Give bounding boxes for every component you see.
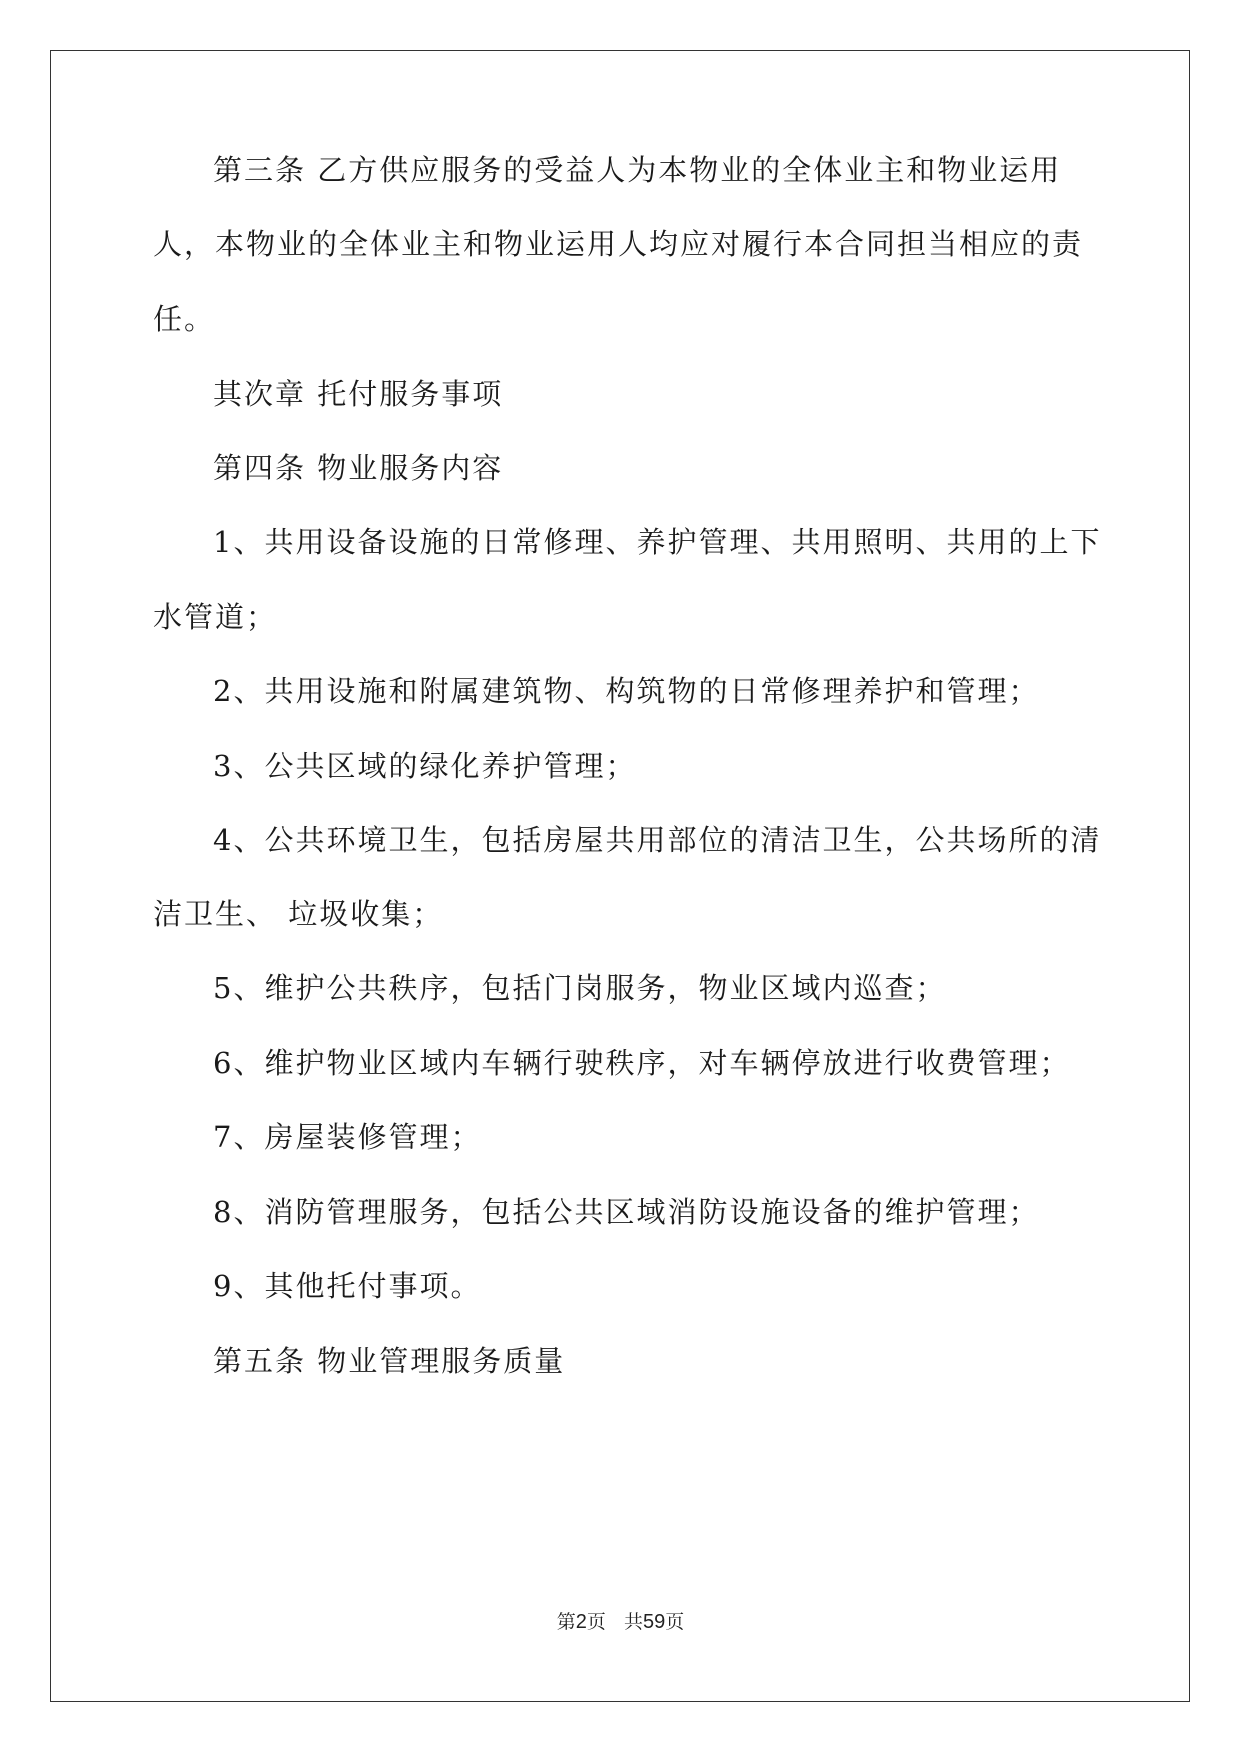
page-suffix: 页 <box>586 1611 606 1633</box>
article-4-heading: 第四条 物业服务内容 <box>213 451 504 485</box>
item-1-line-1: 1、共用设备设施的日常修理、养护管理、共用照明、共用的上下 <box>213 525 1102 559</box>
page-border <box>50 50 1190 1702</box>
item-4-line-1: 4、公共环境卫生，包括房屋共用部位的清洁卫生，公共场所的清 <box>213 823 1102 857</box>
article-3-line-3: 任。 <box>153 302 216 336</box>
item-7: 7、房屋装修管理； <box>213 1120 482 1154</box>
item-6: 6、维护物业区域内车辆行驶秩序，对车辆停放进行收费管理； <box>213 1046 1071 1080</box>
page-number: 2 <box>575 1611 587 1633</box>
article-3-line-1: 第三条 乙方供应服务的受益人为本物业的全体业主和物业运用 <box>213 153 1062 187</box>
total-suffix: 页 <box>665 1611 685 1633</box>
item-3: 3、公共区域的绿化养护管理； <box>213 749 637 783</box>
item-9: 9、其他托付事项。 <box>213 1269 482 1303</box>
chapter-2-heading: 其次章 托付服务事项 <box>213 377 504 411</box>
page-prefix: 第 <box>556 1611 576 1633</box>
item-1-line-2: 水管道； <box>153 600 278 634</box>
item-5: 5、维护公共秩序，包括门岗服务，物业区域内巡查； <box>213 971 947 1005</box>
page-footer <box>0 1610 1241 1634</box>
total-pages: 59 <box>642 1611 666 1633</box>
total-prefix: 共 <box>623 1611 643 1633</box>
article-5-heading: 第五条 物业管理服务质量 <box>213 1344 566 1378</box>
article-3-line-2: 人，本物业的全体业主和物业运用人均应对履行本合同担当相应的责 <box>153 227 1084 261</box>
item-4-line-2: 洁卫生、 垃圾收集； <box>153 897 444 931</box>
item-2: 2、共用设施和附属建筑物、构筑物的日常修理养护和管理； <box>213 674 1040 708</box>
item-8: 8、消防管理服务，包括公共区域消防设施设备的维护管理； <box>213 1195 1040 1229</box>
